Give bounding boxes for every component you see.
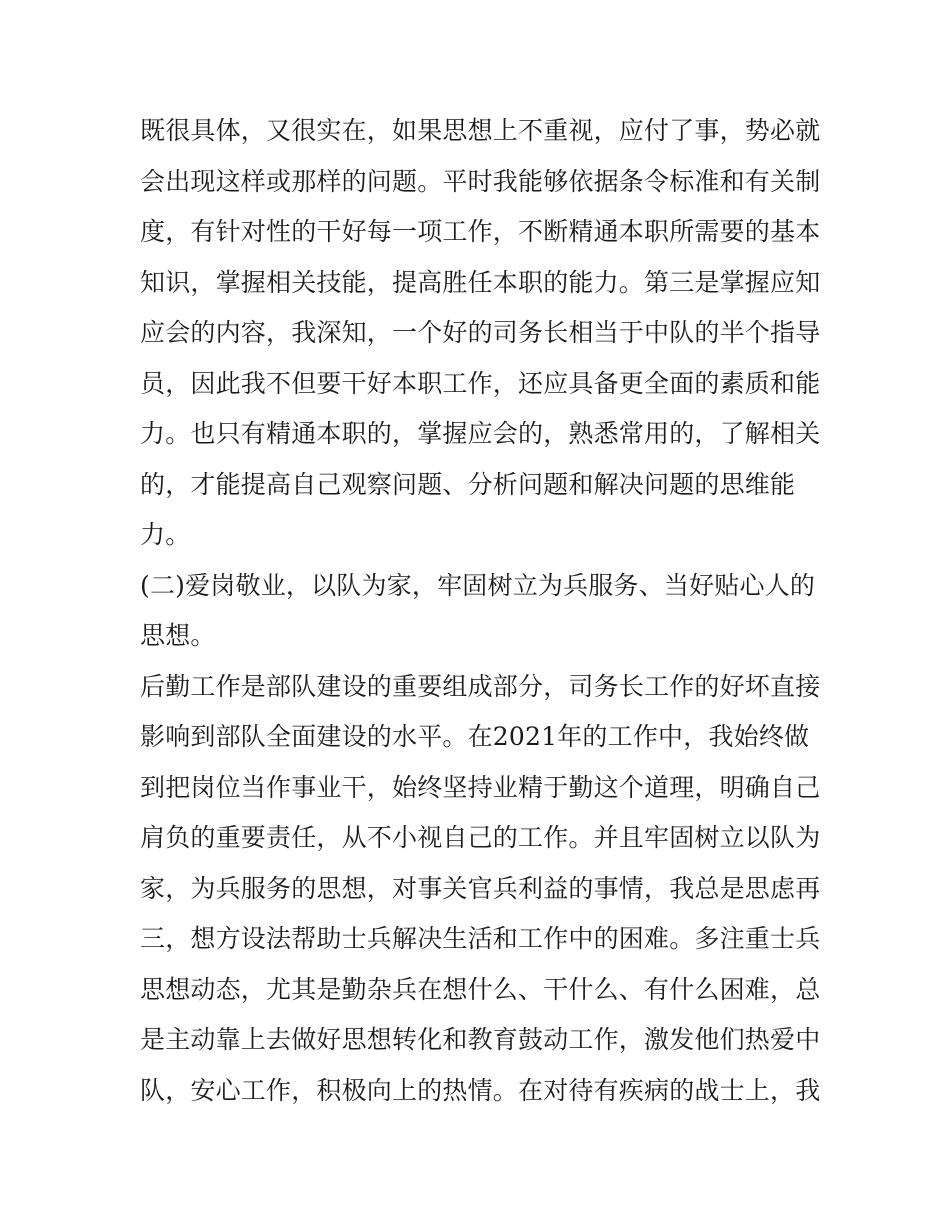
text-line: 的，才能提高自己观察问题、分析问题和解决问题的思维能 bbox=[140, 469, 796, 499]
text-line: 三，想方设法帮助士兵解决生活和工作中的困难。多注重士兵 bbox=[140, 924, 821, 953]
text-line: 度，有针对性的干好每一项工作，不断精通本职所需要的基本 bbox=[140, 217, 821, 246]
text-line: 力。也只有精通本职的，掌握应会的，熟悉常用的，了解相关 bbox=[140, 419, 821, 448]
text-line: 肩负的重要责任，从不小视自己的工作。并且牢固树立以队为 bbox=[140, 823, 821, 852]
text-line: 队，安心工作，积极向上的热情。在对待有疾病的战士上，我 bbox=[140, 1075, 821, 1105]
text-line: 是主动靠上去做好思想转化和教育鼓动工作，激发他们热爱中 bbox=[140, 1025, 821, 1054]
text-line: 到把岗位当作事业干，始终坚持业精于勤这个道理，明确自己 bbox=[140, 772, 821, 802]
text-line: 后勤工作是部队建设的重要组成部分，司务长工作的好坏直接 bbox=[140, 671, 821, 701]
text-line: 应会的内容，我深知，一个好的司务长相当于中队的半个指导 bbox=[140, 318, 821, 347]
section-heading-line: 思想。 bbox=[140, 621, 216, 650]
text-line: 员，因此我不但要干好本职工作，还应具备更全面的素质和能 bbox=[140, 368, 821, 398]
text-line: 影响到部队全面建设的水平。在2021年的工作中，我始终做 bbox=[140, 722, 810, 751]
text-line: 力。 bbox=[140, 520, 191, 549]
text-line: 思想动态，尤其是勤杂兵在想什么、干什么、有什么困难，总 bbox=[140, 974, 821, 1004]
section-heading-line: (二)爱岗敬业，以队为家，牢固树立为兵服务、当好贴心人的 bbox=[140, 570, 816, 600]
text-line: 会出现这样或那样的问题。平时我能够依据条令标准和有关制 bbox=[140, 166, 821, 196]
text-line: 知识，掌握相关技能，提高胜任本职的能力。第三是掌握应知 bbox=[140, 267, 821, 297]
text-line: 既很具体，又很实在，如果思想上不重视，应付了事，势必就 bbox=[140, 116, 821, 145]
body-text bbox=[140, 106, 820, 1116]
text-line: 家，为兵服务的思想，对事关官兵利益的事情，我总是思虑再 bbox=[140, 873, 821, 903]
